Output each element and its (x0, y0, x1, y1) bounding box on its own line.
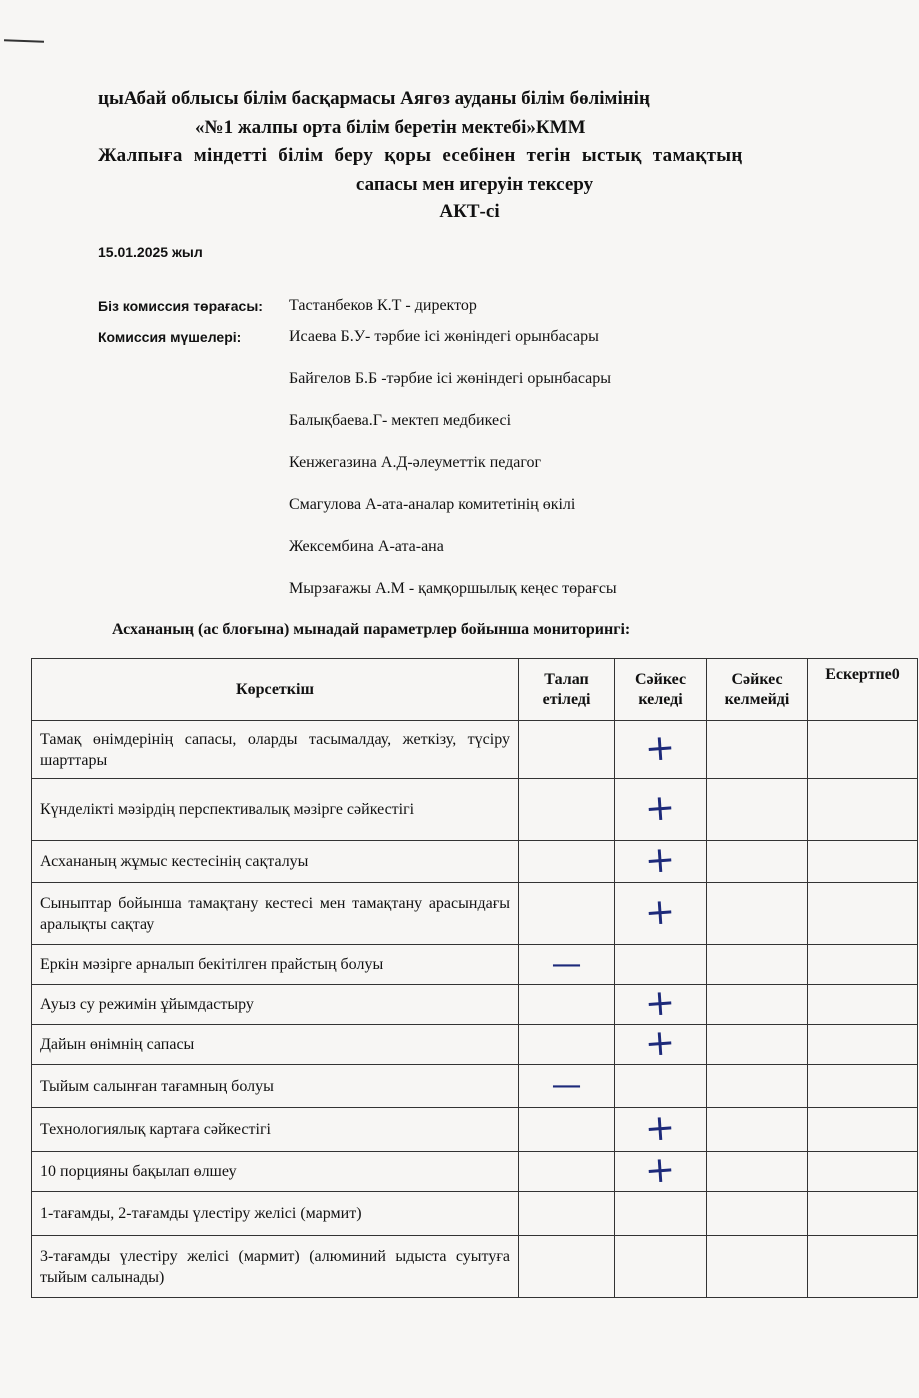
handwritten-dash-mark: — (551, 1068, 582, 1103)
note-cell (808, 1236, 918, 1298)
required-cell (519, 721, 615, 779)
member-3: Балықбаева.Г- мектеп медбикесі (289, 412, 512, 429)
match-cell (615, 779, 707, 841)
note-cell (808, 1025, 918, 1065)
indicator-cell: Дайын өнімнің сапасы (32, 1025, 519, 1065)
match-cell (615, 981, 707, 1026)
indicator-cell: Тамақ өнімдерінің сапасы, оларды тасымалдау, жеткізу, түсіру шарттары (32, 721, 519, 779)
match-cell (615, 1192, 707, 1236)
handwritten-plus-mark: + (643, 838, 677, 883)
note-cell (808, 1152, 918, 1192)
header-indicator: Көрсеткіш (32, 659, 519, 721)
match-cell (615, 945, 707, 985)
table-row (32, 985, 918, 1025)
handwritten-plus-mark: + (643, 1021, 677, 1066)
header-match-line2: келеді (638, 690, 683, 708)
chair-label: Біз комиссия төрағасы: (98, 298, 263, 314)
header-match (615, 659, 707, 721)
header-required-line1: Талап (544, 670, 589, 688)
member-5: Смагулова А-ата-аналар комитетінің өкілі (289, 496, 576, 513)
nomatch-cell (707, 1065, 808, 1108)
required-cell (519, 1065, 615, 1108)
match-cell (615, 1108, 707, 1152)
note-cell (808, 883, 918, 945)
indicator-cell: 1-тағамды, 2-тағамды үлестіру желісі (мармит) (32, 1192, 519, 1236)
nomatch-cell (707, 883, 808, 945)
note-cell (808, 1192, 918, 1236)
handwritten-plus-mark: + (643, 890, 677, 935)
handwritten-plus-mark: + (643, 981, 677, 1026)
header-nomatch (707, 659, 808, 721)
member-2: Байгелов Б.Б -тәрбие ісі жөніндегі орынбасары (289, 370, 612, 387)
required-cell (519, 883, 615, 945)
members-label: Комиссия мүшелері: (98, 329, 242, 345)
table-row (32, 1065, 918, 1108)
member-1: Исаева Б.У- тәрбие ісі жөніндегі орынбасары (289, 328, 599, 345)
handwritten-plus-mark: + (643, 786, 677, 831)
match-cell (615, 1236, 707, 1298)
table-row (32, 1192, 918, 1236)
act-date: 15.01.2025 жыл (98, 244, 203, 260)
header-line-4: сапасы мен игеруін тексеру (355, 174, 594, 195)
nomatch-cell (707, 1025, 808, 1065)
nomatch-cell (707, 1236, 808, 1298)
header-line-3: Жалпыға міндетті білім беру қоры есебінен тегін ыстық тамақтың (98, 145, 743, 166)
indicator-cell: 10 порцияны бақылап өлшеу (32, 1152, 519, 1192)
nomatch-cell (707, 779, 808, 841)
table-header-row (32, 659, 918, 721)
required-cell (519, 945, 615, 985)
note-cell (808, 945, 918, 985)
member-6: Жексембина А-ата-ана (289, 538, 444, 555)
nomatch-cell (707, 945, 808, 985)
member-7: Мырзағажы А.М - қамқоршылық кеңес төрағсы (289, 580, 617, 597)
required-cell (519, 1236, 615, 1298)
monitoring-title: Асхананың (ас блоғына) мынадай параметрлер бойынша мониторингі: (112, 621, 631, 638)
required-cell (519, 1025, 615, 1065)
indicator-cell: Еркін мәзірге арналып бекітілген прайстың болуы (32, 945, 519, 985)
header-match-line1: Сәйкес (634, 670, 687, 688)
header-line-5: АКТ-сі (439, 201, 500, 222)
indicator-cell: Тыйым салынған тағамның болуы (32, 1065, 519, 1108)
table-row (32, 841, 918, 883)
match-cell (615, 883, 707, 945)
indicator-cell: Асхананың жұмыс кестесінің сақталуы (32, 841, 519, 883)
match-cell (615, 1148, 707, 1193)
note-cell (808, 1108, 918, 1152)
indicator-cell: Технологиялық картаға сәйкестігі (32, 1108, 519, 1152)
note-cell (808, 721, 918, 779)
note-cell (808, 779, 918, 841)
header-line-1: цыАбай облысы білім басқармасы Аягөз ауданы білім бөлімінің (98, 88, 650, 109)
header-note: Ескертпе0 (808, 659, 918, 721)
handwritten-plus-mark: + (643, 1106, 677, 1151)
table-row (32, 779, 918, 841)
nomatch-cell (707, 1152, 808, 1192)
handwritten-plus-mark: + (643, 726, 677, 771)
nomatch-cell (707, 721, 808, 779)
required-cell (519, 1152, 615, 1192)
handwritten-dash-mark: — (551, 946, 582, 982)
chair-value: Тастанбеков К.Т - директор (289, 297, 477, 314)
nomatch-cell (707, 841, 808, 883)
note-cell (808, 1065, 918, 1108)
header-required (519, 659, 615, 721)
member-4: Кенжегазина А.Д-әлеуметтік педагог (289, 454, 542, 471)
table-row (32, 721, 918, 779)
required-cell (519, 1192, 615, 1236)
table-row (32, 883, 918, 945)
required-cell (519, 1108, 615, 1152)
header-nomatch-line1: Сәйкес (731, 670, 783, 688)
pen-mark (4, 39, 44, 42)
indicator-cell: Ауыз су режимін ұйымдастыру (32, 985, 519, 1025)
match-cell (615, 721, 707, 779)
nomatch-cell (707, 1108, 808, 1152)
header-nomatch-line2: келмейді (724, 690, 790, 708)
table-row (32, 1025, 918, 1065)
table-row (32, 945, 918, 985)
header-required-line2: етіледі (542, 690, 591, 708)
indicator-cell: Күнделікті мәзірдің перспективалық мәзірге сәйкестігі (32, 779, 519, 841)
indicator-cell: 3-тағамды үлестіру желісі (мармит) (алюминий ыдыста суытуға тыйым салынады) (32, 1236, 519, 1298)
indicator-cell: Сыныптар бойынша тамақтану кестесі мен тамақтану арасындағы аралықты сақтау (32, 883, 519, 945)
required-cell (519, 985, 615, 1025)
required-cell (519, 779, 615, 841)
note-cell (808, 841, 918, 883)
match-cell (615, 1021, 707, 1066)
nomatch-cell (707, 985, 808, 1025)
table-row (32, 1152, 918, 1192)
handwritten-plus-mark: + (643, 1148, 677, 1193)
required-cell (519, 841, 615, 883)
monitoring-table (31, 658, 918, 1298)
table-row (32, 1236, 918, 1298)
table-row (32, 1108, 918, 1152)
nomatch-cell (707, 1192, 808, 1236)
match-cell (615, 1065, 707, 1108)
header-line-2: «№1 жалпы орта білім беретін мектебі»КММ (195, 117, 586, 138)
note-cell (808, 985, 918, 1025)
match-cell (615, 838, 707, 883)
